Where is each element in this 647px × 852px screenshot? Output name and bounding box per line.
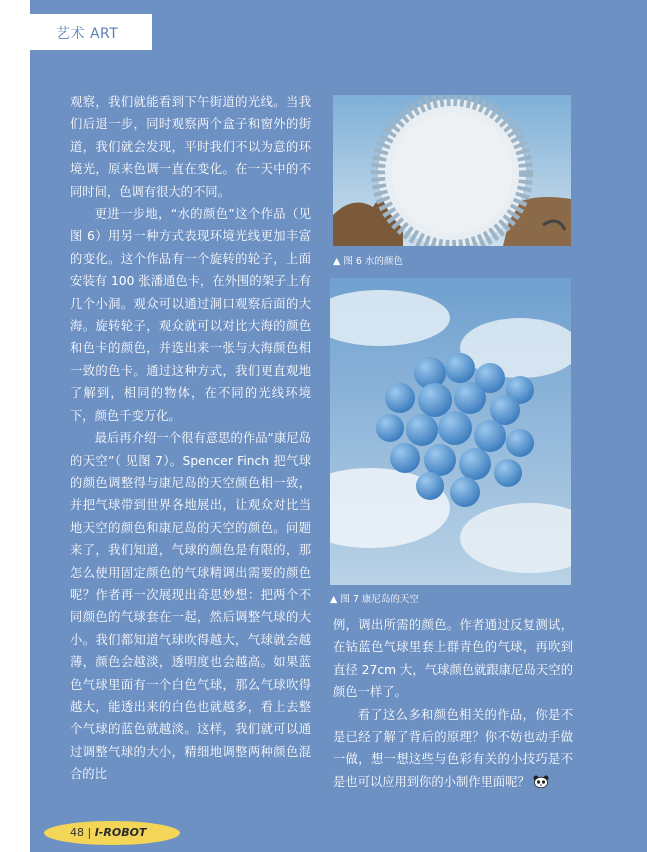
figure-7-caption: ▲ 图 7 康尼岛的天空: [330, 594, 419, 605]
paragraph-with-icon: [333, 704, 573, 794]
paragraph: 观察，我们就能看到下午街道的光线。当我们后退一步，同时观察两个盒子和窗外的街道，我们就会发现，平时我们不以为意的环境光，原来色调一直在变化。在一天中的不同时间，色调有很大的不同。: [70, 95, 311, 199]
footer-separator: |: [87, 826, 92, 839]
panda-icon: [533, 775, 549, 788]
paragraph: 更进一步地，“水的颜色”这个作品（见图 6）用另一种方式表现环境光线更加丰富的变化。这个作品有一个旋转的轮子，上面安装有 100 张潘通色卡，在外围的架子上有几个小洞。观众可以通过洞口观察后面的大海。旋转轮子，观众就可以对比大海的颜色和色卡的颜色，并选出来一张与大海颜色相一致的色卡。通过这种方式，我们更直观地了解到，相同的物体，在不同的光线环境下，颜色千变万化。: [70, 207, 311, 423]
brand-logo: I-ROBOT: [94, 826, 147, 839]
section-header-tab: [0, 14, 152, 50]
left-text-column: [70, 91, 311, 786]
figure-6-photo: [333, 95, 571, 246]
page-number: 48: [70, 826, 84, 839]
paragraph: 最后再介绍一个很有意思的作品“康尼岛的天空”（ 见图 7）。Spencer Finch 把气球的颜色调整得与康尼岛的天空颜色相一致，并把气球带到世界各地展出，让观众对比当地天空的颜色和康尼岛的天空的颜色。问题来了，我们知道，气球的颜色是有限的，那怎么使用固定颜色的气球精调出需要的颜色呢？作者再一次展现出奇思妙想：把两个不同颜色的气球套在一起，然后调整气球的大小。我们都知道气球吹得越大，气球就会越薄，颜色会越淡，透明度也会越高。如果蓝色气球里面有一个白色气球，那么气球吹得越大，能透出来的白色也就越多，看上去整个气球的蓝色就越淡。这样，我们就可以通过调整气球的大小，精细地调整两种颜色混合的比: [70, 431, 311, 782]
right-text-column: [333, 614, 573, 793]
figure-7-photo: [330, 278, 571, 585]
footer: [70, 826, 146, 839]
figure-6-caption: ▲ 图 6 水的颜色: [333, 256, 403, 267]
paragraph: 例，调出所需的颜色。作者通过反复测试，在钴蓝色气球里套上群青色的气球，再吹到直径 27cm 大，气球颜色就跟康尼岛天空的颜色一样了。: [333, 618, 573, 700]
paragraph: 看了这么多和颜色相关的作品，你是不是已经了解了背后的原理？你不妨也动手做一做，想一想这些与色彩有关的小技巧是不是也可以应用到你的小制作里面呢？: [333, 707, 573, 789]
section-title: 艺术 ART: [56, 26, 119, 42]
